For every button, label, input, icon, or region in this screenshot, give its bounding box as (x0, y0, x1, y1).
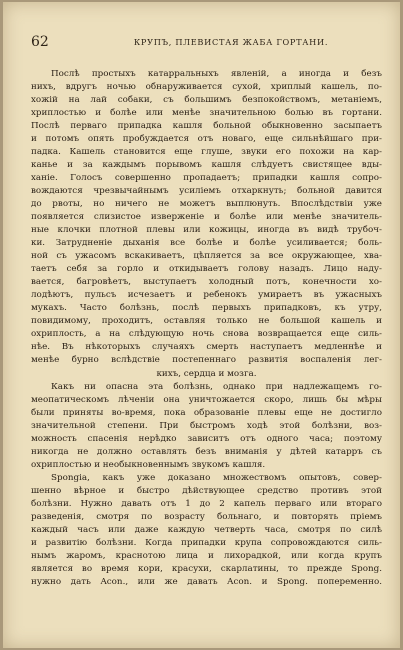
text-line: каньe и за каждымъ порывомъ кашля слѣдуетъ свистящее вды- (31, 160, 382, 171)
page-number: 62 (31, 34, 49, 50)
text-line: нихъ, вдругъ ночью обнаруживается сухой, хриплый кашель, по- (31, 82, 382, 92)
text-line: вождаются чрезвычайнымъ усиліемъ отхаркнуть; больной давится (31, 186, 382, 197)
text-line: ки. Затрудненіе дыханія все болѣе и болѣе усиливается; боль- (31, 238, 382, 249)
text-line: были приняты во-время, пока образованіе плевы еще не достигло (31, 407, 382, 418)
text-line: лодѣютъ, пульсъ исчезаетъ и ребенокъ умираетъ въ ужасныхъ (31, 290, 382, 301)
text-line: кихъ, сердца и мозга. (156, 368, 257, 379)
text-line: повидимому, проходитъ, оставляя только не большой кашель и (31, 316, 382, 327)
text-line: Spongia, какъ уже доказано множествомъ опытовъ, совер- (51, 472, 382, 483)
text-line: можность спасенія нерѣдко зависитъ отъ одного часа; поэтому (31, 433, 382, 444)
text-line: ные клочки плотной плевы или кожицы, иногда въ видѣ трубоч- (31, 225, 382, 236)
text-line: нѣе. Въ нѣкоторыхъ случаяхъ смерть наступаетъ медленнѣе и (31, 342, 382, 353)
text-line: хожій на лай собаки, съ большимъ безпокойствомъ, метаніемъ, (31, 95, 382, 105)
text-line: разведенія, смотря по возрасту больнаго, и повторять пріемъ (31, 511, 382, 522)
text-line: Какъ ни опасна эта болѣзнь, однако при надлежащемъ го- (51, 381, 382, 392)
text-line: менѣе бурно вслѣдствіе постепеннаго развитія воспаленія лег- (31, 355, 382, 366)
text-line: Послѣ перваго припадка кашля больной обыкновенно засыпаетъ (31, 121, 382, 132)
book-page (3, 2, 400, 648)
text-line: мукахъ. Часто болѣзнь, послѣ первыхъ припадковъ, къ утру, (31, 303, 382, 314)
text-line: болѣзни. Нужно давать отъ 1 до 2 капель перваго или втораго (31, 498, 382, 509)
text-line: является во время кори, красухи, скарлатины, то прежде Spong. (31, 563, 382, 574)
text-line: падка. Кашель становится еще глуше, звуки его похожи на кар- (31, 147, 382, 158)
text-line: шенно вѣрное и быстро дѣйствующее средство противъ этой (31, 485, 382, 496)
text-line: появляется слизистое изверженіе и болѣе или менѣе значитель- (31, 212, 382, 223)
text-line: до рвоты, но ничего не можетъ выплюнуть. Впослѣдствіи уже (31, 199, 382, 210)
text-line: вается, багровѣетъ, выступаетъ холодный потъ, конечности хо- (31, 277, 382, 288)
text-line: охриплость, а на слѣдующую ночь снова возвращается еще силь- (31, 329, 382, 340)
text-line: хриплостью и болѣе или менѣе значительною болью въ гортани. (31, 108, 382, 119)
text-line: нужно дать Acon., или же давать Acon. и Spong. попеременно. (31, 576, 382, 587)
text-line: каждый часъ или даже каждую четверть часа, смотря по силѣ (31, 524, 382, 535)
text-line: охриплостью и необыкновеннымъ звукомъ кашля. (31, 459, 266, 470)
text-line: меопатическомъ лѣченіи она уничтожается скоро, лишь бы мѣры (31, 394, 382, 405)
text-line: Послѣ простыхъ катарральныхъ явленій, а иногда и безъ (51, 69, 382, 79)
text-line: таетъ себя за горло и откидываетъ голову назадъ. Лицо наду- (31, 264, 382, 275)
text-line: значительной степени. При быстромъ ходѣ этой болѣзни, воз- (31, 420, 382, 431)
text-line: и развитію болѣзни. Когда припадки крупа сопровождаются силь- (31, 537, 382, 548)
text-line: ханіе. Голосъ совершенно пропадаетъ; припадки кашля сопро- (31, 173, 382, 184)
text-line: нымъ жаромъ, краснотою лица и лихорадкой, или когда крупъ (31, 550, 382, 561)
text-line: ной съ ужасомъ вскакиваетъ, цѣпляется за все окружающее, хва- (31, 251, 382, 262)
text-line: никогда не должно оставлять безъ вниманія у дѣтей катарръ съ (31, 446, 382, 457)
text-line: и потомъ опять пробуждается отъ новаго, еще сильнѣйшаго при- (31, 134, 382, 145)
page-header (31, 34, 381, 50)
running-title: КРУПЪ, ПЛЕВИСТАЯ ЖАБА ГОРТАНИ. (133, 37, 329, 47)
